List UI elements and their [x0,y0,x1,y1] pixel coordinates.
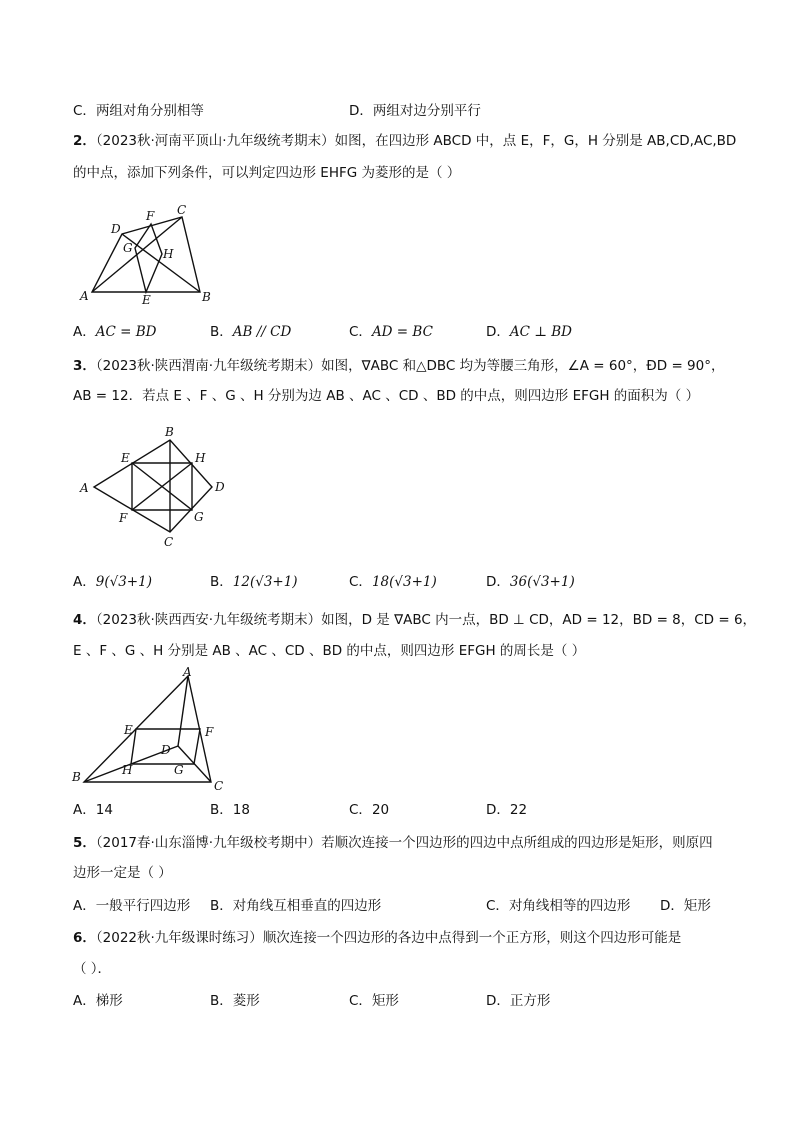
option-label: D． [349,103,373,119]
label-e: E [142,293,151,307]
option-text: 正方形 [509,993,551,1009]
question-source: （2023秋·陕西西安·九年级统考期末） [95,612,322,628]
option-label: A． [73,574,96,590]
option-text: 36(√3+1) [509,574,575,590]
option-text: 矩形 [683,898,711,914]
q6-stem-line1 [73,928,681,948]
option-label: C． [349,993,372,1009]
question-stem: 若顺次连接一个四边形的四边中点所组成的四边形是矩形，则原四 [321,835,713,851]
label-f: F [119,511,128,525]
question-number: 4． [73,612,96,628]
option-label: D． [486,993,510,1009]
option-text: 一般平行四边形 [95,898,191,914]
option-label: B． [210,574,233,590]
option-label: B． [210,324,233,340]
question-source: （2023秋·河南平顶山·九年级统考期末） [95,133,335,149]
question-stem: 如图，在四边形 ABCD 中，点 E，F，G，H 分别是 AB,CD,AC,BD [334,133,737,149]
q5-option-b[interactable] [210,896,381,916]
label-c: C [164,535,174,549]
q6-stem-line2: （ ）． [73,961,112,977]
label-f: F [146,209,155,223]
q2-option-c[interactable] [349,322,433,342]
option-label: C． [349,802,372,818]
question-number: 5． [73,835,96,851]
question-source: （2017春·山东淄博·九年级校考期中） [95,835,322,851]
q4-figure [66,666,236,796]
segment-ad [178,676,188,746]
label-g: G [194,510,204,524]
q6-option-d[interactable] [486,991,550,1011]
q3-option-b[interactable] [210,572,298,592]
q4-option-a[interactable] [73,800,113,820]
option-label: D． [486,324,510,340]
option-label: A． [73,993,96,1009]
option-label: C． [349,324,372,340]
q2-option-b[interactable] [210,322,291,342]
q5-option-a[interactable] [73,896,190,916]
q4-option-b[interactable] [210,800,250,820]
quadrilateral-ehfg [135,224,162,292]
q2-figure [70,200,220,310]
label-h: H [122,763,133,777]
q3-option-c[interactable] [349,572,437,592]
q5-stem-line2: 边形一定是（ ） [73,865,172,881]
option-text: 两组对角分别相等 [95,103,204,119]
label-h: H [163,247,174,261]
q4-option-d[interactable] [486,800,527,820]
option-text: 14 [95,802,113,818]
q4-option-c[interactable] [349,800,389,820]
option-text: 对角线相等的四边形 [508,898,631,914]
option-text: 12(√3+1) [232,574,298,590]
option-text: 矩形 [371,993,399,1009]
question-stem: 如图，D 是 ∇ABC 内一点，BD ⊥ CD，AD = 12，BD = 8，CD = 6， [321,612,757,628]
q3-stem-line2: AB = 12．若点 E 、F 、G 、H 分别为边 AB 、AC 、CD 、BD 的中点，则四边形 EFGH 的面积为（ ） [73,388,700,404]
q2-option-a[interactable] [73,322,156,342]
option-label: D． [486,802,510,818]
label-e: E [124,723,133,737]
q6-option-c[interactable] [349,991,399,1011]
label-d: D [215,480,225,494]
label-d: D [111,222,121,236]
label-d: D [161,743,171,757]
q2-stem-line2: 的中点，添加下列条件，可以判定四边形 EHFG 为菱形的是（ ） [73,165,461,181]
q2-option-d[interactable] [486,322,572,342]
q3-figure [72,422,237,552]
q6-option-b[interactable] [210,991,260,1011]
option-label: D． [486,574,510,590]
option-label: B． [210,898,233,914]
option-text: AD = BC [371,324,433,340]
q3-stem-line1 [73,356,724,376]
question-source: （2023秋·陕西渭南·九年级统考期末） [95,358,322,374]
label-a: A [80,289,89,303]
option-label: A． [73,898,96,914]
label-b: B [202,290,211,304]
option-text: 梯形 [95,993,123,1009]
question-stem: 如图，∇ABC 和△DBC 均为等腰三角形，∠A = 60°，ÐD = 90°， [321,358,725,374]
option-text: AB // CD [232,324,292,340]
option-text: 20 [371,802,390,818]
label-f: F [205,725,214,739]
option-label: C． [73,103,96,119]
option-text: 22 [509,802,528,818]
label-h: H [195,451,206,465]
q2-stem-line1 [73,131,736,151]
option-text: 菱形 [232,993,260,1009]
q4-stem-line1 [73,610,756,630]
question-number: 2． [73,133,96,149]
option-label: C． [349,574,372,590]
label-a: A [80,481,89,495]
option-label: B． [210,993,233,1009]
q1-option-c[interactable] [73,101,204,121]
question-number: 6． [73,930,96,946]
question-stem: 顺次连接一个四边形的各边中点得到一个正方形，则这个四边形可能是 [262,930,682,946]
option-text: 对角线互相垂直的四边形 [232,898,382,914]
option-text: 18(√3+1) [371,574,437,590]
q3-option-a[interactable] [73,572,152,592]
question-number: 3． [73,358,96,374]
option-label: A． [73,324,96,340]
q4-stem-line2: E 、F 、G 、H 分别是 AB 、AC 、CD 、BD 的中点，则四边形 EFGH 的周长是（ ） [73,643,586,659]
label-b: B [165,425,174,439]
option-label: A． [73,802,96,818]
option-label: D． [660,898,684,914]
option-text: AC ⊥ BD [509,324,573,340]
option-label: C． [486,898,509,914]
label-c: C [214,779,224,793]
option-text: AC = BD [95,324,157,340]
option-text: 两组对边分别平行 [372,103,481,119]
q1-option-d[interactable] [349,101,481,121]
q5-option-c[interactable] [486,896,630,916]
label-g: G [174,763,184,777]
label-b: B [72,770,81,784]
q5-option-d[interactable] [660,896,711,916]
label-g: G [123,241,133,255]
option-text: 18 [232,802,250,818]
q5-stem-line1 [73,833,713,853]
option-text: 9(√3+1) [95,574,152,590]
option-label: B． [210,802,233,818]
q3-option-d[interactable] [486,572,575,592]
label-a: A [183,666,192,679]
question-source: （2022秋·九年级课时练习） [95,930,263,946]
label-e: E [121,451,130,465]
q6-option-a[interactable] [73,991,123,1011]
label-c: C [177,203,187,217]
